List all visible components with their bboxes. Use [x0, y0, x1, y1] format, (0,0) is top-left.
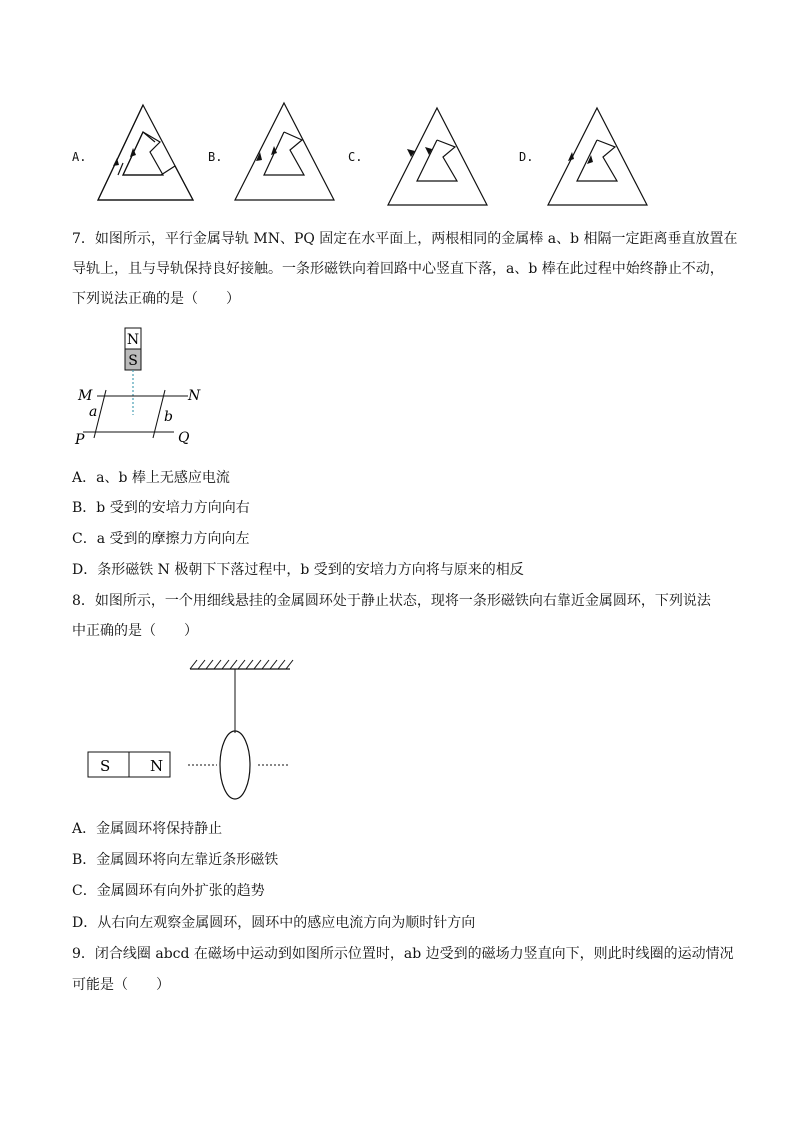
q7-stem-line-1: 7．如图所示，平行金属导轨 MN、PQ 固定在水平面上，两根相同的金属棒 a、b 相隔一定距离垂直放置在 [72, 231, 738, 247]
q7-label-m: M [78, 388, 93, 404]
q7-label-n: N [188, 388, 201, 404]
q8-option-d: D．从右向左观察金属圆环，圆环中的感应电流方向为顺时针方向 [72, 915, 476, 931]
q6-option-b-figure [232, 100, 337, 205]
q9-stem-line-2: 可能是（ ） [72, 977, 170, 993]
q6-option-c-figure [385, 105, 490, 207]
q7-label-q: Q [178, 430, 190, 446]
q6-option-b-label: B. [208, 150, 223, 164]
q7-label-a: a [89, 404, 98, 420]
q6-option-d-label: D. [519, 150, 534, 164]
q8-magnet-n-label: N [150, 757, 164, 775]
q7-option-d: D．条形磁铁 N 极朝下下落过程中，b 受到的安培力方向将与原来的相反 [72, 562, 524, 578]
q8-magnet-s-label: S [100, 757, 111, 775]
q7-option-c: C．a 受到的摩擦力方向向左 [72, 531, 250, 547]
q6-option-c-label: C. [348, 150, 363, 164]
q7-label-p: P [75, 432, 85, 448]
q7-figure [70, 320, 210, 450]
q7-stem-line-2: 导轨上，且与导轨保持良好接触。一条形磁铁向着回路中心竖直下落，a、b 棒在此过程中始终静止不动， [72, 261, 724, 277]
q7-magnet-n-label: N [126, 332, 140, 348]
q7-label-b: b [164, 409, 173, 425]
q7-magnet-s-label: S [128, 353, 138, 369]
q6-option-a-label: A. [72, 150, 87, 164]
q7-option-b: B．b 受到的安培力方向向右 [72, 500, 250, 516]
q7-option-a: A．a、b 棒上无感应电流 [72, 470, 230, 486]
q7-stem-line-3: 下列说法正确的是（ ） [72, 291, 240, 307]
q6-option-a-figure [95, 100, 195, 205]
q6-option-d-figure [545, 105, 650, 207]
q8-option-c: C．金属圆环有向外扩张的趋势 [72, 883, 265, 899]
q8-figure [85, 655, 300, 805]
q8-stem-line-2: 中正确的是（ ） [72, 623, 198, 639]
q8-stem-line-1: 8．如图所示，一个用细线悬挂的金属圆环处于静止状态，现将一条形磁铁向右靠近金属圆环，下列说法 [72, 593, 711, 609]
q9-stem-line-1: 9．闭合线圈 abcd 在磁场中运动到如图所示位置时，ab 边受到的磁场力竖直向下，则此时线圈的运动情况 [72, 946, 734, 962]
q8-option-a: A．金属圆环将保持静止 [72, 821, 223, 837]
q8-option-b: B．金属圆环将向左靠近条形磁铁 [72, 852, 279, 868]
